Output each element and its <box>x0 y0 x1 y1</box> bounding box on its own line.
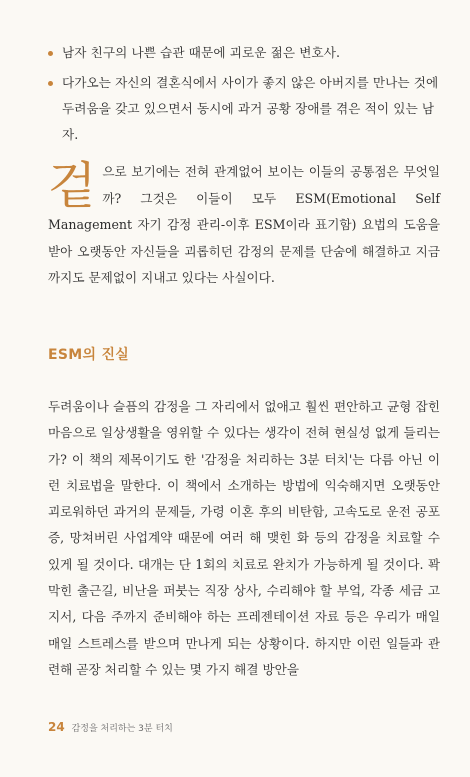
body-paragraph: 두려움이나 슬픔의 감정을 그 자리에서 없애고 훨씬 편안하고 균형 잡힌 마음으로 일상생활을 영위할 수 있다는 생각이 전혀 현실성 없게 들리는가? 이 책의 제목이기도 한 '감정을 처리하는 3분 터치'는 다름 아닌 이런 치료법을 말한다. 이 책에서 소개하는 방법에 익숙해지면 오랫동안 괴로워하던 과거의 문제들, 가령 이혼 후의 비탄함, 고속도로 운전 공포증, 망쳐버린 사업계약 때문에 여러 해 맺힌 화 등의 감정을 치료할 수 있게 될 것이다. 대개는 단 1회의 치료로 완치가 가능하게 될 것이다. 꽉 막힌 출근길, 비난을 퍼붓는 직장 상사, 수리해야 할 부엌, 각종 세금 고지서, 다음 주까지 준비해야 하는 프레젠테이션 자료 등은 우리가 매일매일 스트레스를 받으며 만나게 되는 상황이다. 하지만 이런 일들과 관련해 곧장 처리할 수 있는 몇 가지 해결 방안을 <box>48 399 440 677</box>
page-footer <box>48 720 173 734</box>
intro-text: 으로 보기에는 전혀 관계없어 보이는 이들의 공통점은 무엇일까? 그것은 이들이 모두 ESM(Emotional Self Management 자기 감정 관리-이후 ESM이라 표기함) 요법의 도움을 받아 오랫동안 자신들을 괴롭히던 감정의 문제를 단숨에 해결하고 지금까지도 문제없이 지내고 있다는 사실이다. <box>48 164 440 285</box>
running-title: 감정을 처리하는 3분 터치 <box>71 724 173 734</box>
bullet-list <box>48 40 443 152</box>
bullet-item <box>48 40 443 66</box>
bullet-text: 남자 친구의 나쁜 습관 때문에 괴로운 젊은 변호사. <box>62 45 341 60</box>
bullet-text: 다가오는 자신의 결혼식에서 사이가 좋지 않은 아버지를 만나는 것에 두려움을 갖고 있으면서 동시에 과거 공황 장애를 겪은 적이 있는 남자. <box>62 75 439 142</box>
intro-paragraph <box>48 159 440 292</box>
bullet-item <box>48 70 443 148</box>
page-number: 24 <box>48 720 65 734</box>
section-heading: ESM의 진실 <box>48 347 130 363</box>
bullet-dot-icon <box>48 51 53 56</box>
bullet-dot-icon <box>48 81 53 86</box>
drop-cap: 겉 <box>48 157 97 215</box>
